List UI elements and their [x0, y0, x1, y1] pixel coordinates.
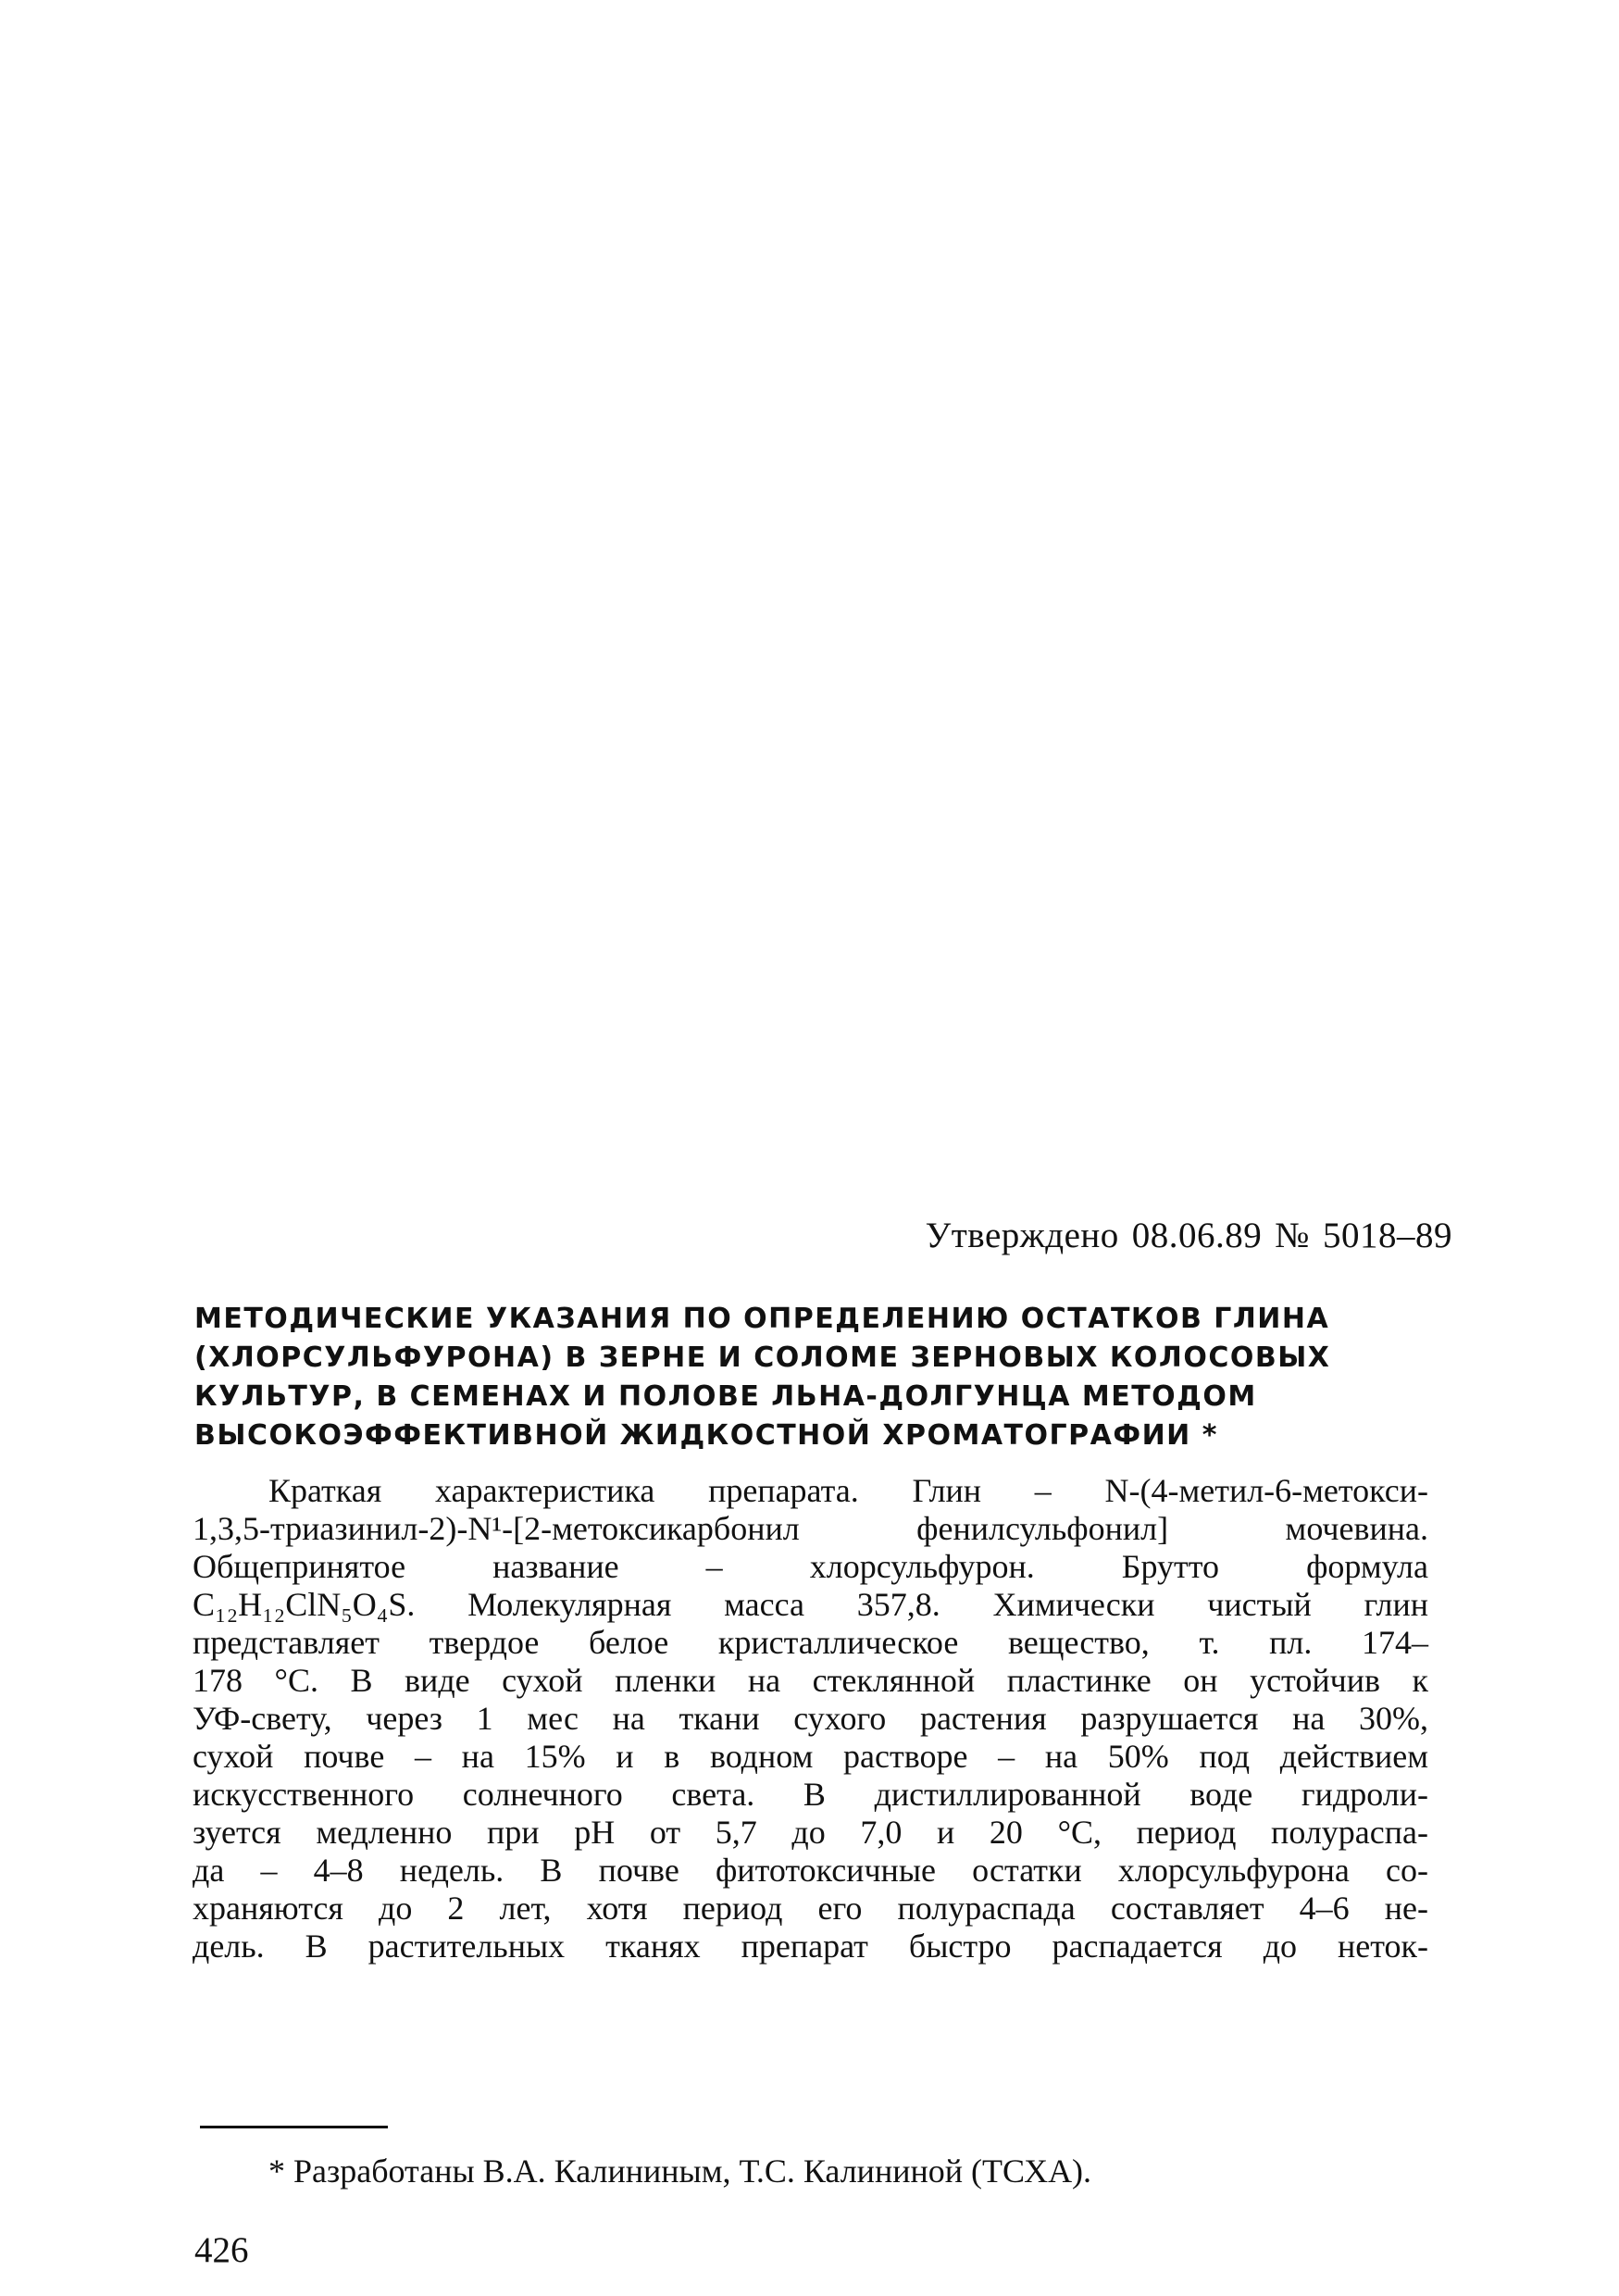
body-line: УФ-свету, через 1 мес на ткани сухого растения разрушается на 30%,	[193, 1700, 1428, 1737]
approval-line	[926, 1215, 1452, 1256]
body-line: Общепринятое название – хлорсульфурон. Брутто формула	[193, 1548, 1428, 1585]
title-line: (ХЛОРСУЛЬФУРОНА) В ЗЕРНЕ И СОЛОМЕ ЗЕРНОВЫХ КОЛОСОВЫХ	[194, 1341, 1331, 1374]
body-line: C₁₂H₁₂ClN₅O₄S. Молекулярная масса 357,8. Химически чистый глин	[193, 1586, 1428, 1623]
body-line: зуется медленно при pH от 5,7 до 7,0 и 20 °С, период полураспа-	[193, 1814, 1428, 1851]
body-line: да – 4–8 недель. В почве фитотоксичные остатки хлорсульфурона со-	[193, 1852, 1428, 1889]
title-line: ВЫСОКОЭФФЕКТИВНОЙ ЖИДКОСТНОЙ ХРОМАТОГРАФИИ *	[194, 1419, 1218, 1452]
body-line: 178 °С. В виде сухой пленки на стеклянной пластинке он устойчив к	[193, 1662, 1428, 1699]
approval-number: 5018–89	[1323, 1216, 1452, 1255]
title-line: КУЛЬТУР, В СЕМЕНАХ И ПОЛОВЕ ЛЬНА-ДОЛГУНЦА МЕТОДОМ	[194, 1380, 1257, 1413]
body-line: сухой почве – на 15% и в водном растворе – на 50% под действием	[193, 1738, 1428, 1775]
body-line: 1,3,5-триазинил-2)-N¹-[2-метоксикарбонил фенилсульфонил] мочевина.	[193, 1510, 1428, 1547]
document-title	[194, 1300, 1389, 1455]
footnote: * Разработаны В.А. Калининым, Т.С. Калининой (ТСХА).	[268, 2152, 1092, 2190]
approval-number-sign: №	[1275, 1216, 1310, 1255]
approval-date: 08.06.89	[1131, 1216, 1263, 1255]
body-line: храняются до 2 лет, хотя период его полураспада составляет 4–6 не-	[193, 1890, 1428, 1927]
body-line: представляет твердое белое кристаллическое вещество, т. пл. 174–	[193, 1624, 1428, 1661]
page-number: 426	[194, 2230, 249, 2270]
body-line: искусственного солнечного света. В дистиллированной воде гидроли-	[193, 1776, 1428, 1813]
body-line: Краткая характеристика препарата. Глин – N-(4-метил-6-метокси-	[268, 1472, 1428, 1509]
body-paragraph	[193, 1472, 1428, 1965]
footnote-rule	[200, 2126, 388, 2128]
body-line: дель. В растительных тканях препарат быстро распадается до неток-	[193, 1928, 1428, 1965]
title-line: МЕТОДИЧЕСКИЕ УКАЗАНИЯ ПО ОПРЕДЕЛЕНИЮ ОСТАТКОВ ГЛИНА	[194, 1303, 1330, 1335]
approval-label: Утверждено	[925, 1216, 1119, 1255]
